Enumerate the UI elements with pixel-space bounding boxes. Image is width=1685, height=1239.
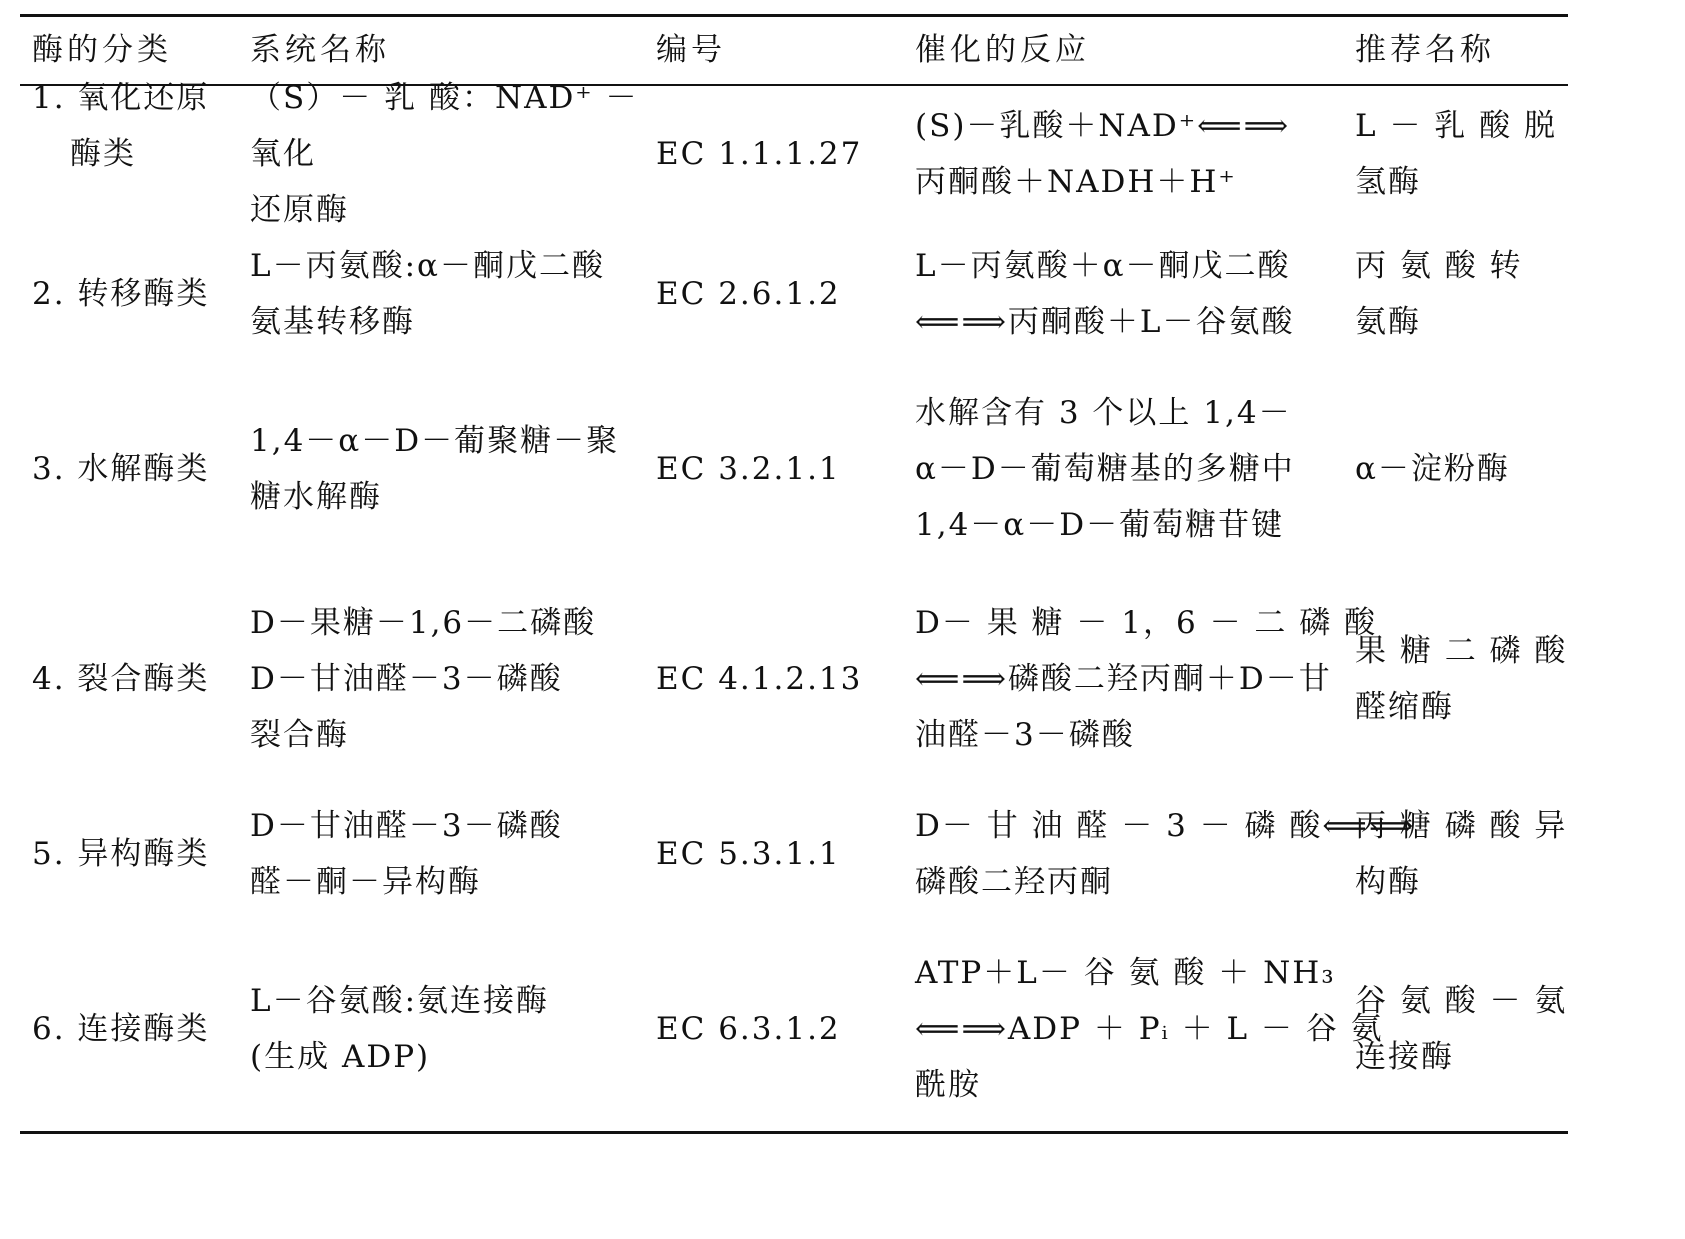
- row-2-reaction: L－丙氨酸＋α－酮戊二酸 ⟸⟹丙酮酸＋L－谷氨酸: [915, 248, 1295, 340]
- row-6-systematic-name: L－谷氨酸:氨连接酶 (生成 ADP): [250, 983, 550, 1075]
- row-4-ec-number: EC 4.1.2.13: [656, 661, 863, 697]
- header-reaction: 催化的反应: [915, 32, 1090, 68]
- row-2-category: 2. 转移酶类: [32, 276, 210, 312]
- row-5-systematic-name: D－甘油醛－3－磷酸 醛－酮－异构酶: [250, 808, 563, 900]
- header-systematic-name: 系统名称: [250, 32, 390, 68]
- header-ec-number: 编号: [656, 32, 726, 68]
- row-4-category: 4. 裂合酶类: [32, 661, 210, 697]
- row-4-recommended-name: 果 糖 二 磷 酸 醛缩酶: [1355, 633, 1568, 725]
- row-1-category: 1. 氧化还原 酶类: [32, 80, 210, 172]
- header-recommended-name: 推荐名称: [1355, 32, 1495, 68]
- row-5-ec-number: EC 5.3.1.1: [656, 836, 841, 872]
- top-rule: [20, 14, 1568, 17]
- row-4-reaction: D－ 果 糖 － 1，6 － 二 磷 酸 ⟸⟹磷酸二羟丙酮＋D－甘 油醛－3－磷酸: [915, 605, 1378, 753]
- row-1-ec-number: EC 1.1.1.27: [656, 136, 863, 172]
- row-5-recommended-name: 丙 糖 磷 酸 异 构酶: [1355, 808, 1568, 900]
- row-6-ec-number: EC 6.3.1.2: [656, 1011, 841, 1047]
- row-3-recommended-name: α－淀粉酶: [1355, 451, 1510, 487]
- row-1-reaction: (S)－乳酸＋NAD⁺⟸⟹ 丙酮酸＋NADH＋H⁺: [915, 108, 1291, 200]
- row-6-recommended-name: 谷 氨 酸 － 氨 连接酶: [1355, 983, 1568, 1075]
- row-3-reaction: 水解含有 3 个以上 1,4－ α－D－葡萄糖基的多糖中 1,4－α－D－葡萄糖苷键: [915, 395, 1295, 543]
- header-category: 酶的分类: [32, 32, 172, 68]
- row-3-ec-number: EC 3.2.1.1: [656, 451, 841, 487]
- row-2-systematic-name: L－丙氨酸:α－酮戊二酸 氨基转移酶: [250, 248, 605, 340]
- row-4-systematic-name: D－果糖－1,6－二磷酸 D－甘油醛－3－磷酸 裂合酶: [250, 605, 597, 753]
- enzyme-classification-table: [20, 0, 1665, 1239]
- row-1-recommended-name: L － 乳 酸 脱 氢酶: [1355, 108, 1558, 200]
- row-5-category: 5. 异构酶类: [32, 836, 210, 872]
- row-3-systematic-name: 1,4－α－D－葡聚糖－聚 糖水解酶: [250, 423, 620, 515]
- row-5-reaction: D－ 甘 油 醛 － 3 － 磷 酸⟸⟹ 磷酸二羟丙酮: [915, 808, 1416, 900]
- row-6-reaction: ATP＋L－ 谷 氨 酸 ＋ NH₃ ⟸⟹ADP ＋ Pᵢ ＋ L － 谷 氨 酰胺: [915, 955, 1384, 1103]
- bottom-rule: [20, 1131, 1568, 1134]
- row-6-category: 6. 连接酶类: [32, 1011, 210, 1047]
- row-3-category: 3. 水解酶类: [32, 451, 210, 487]
- row-2-ec-number: EC 2.6.1.2: [656, 276, 841, 312]
- row-2-recommended-name: 丙 氨 酸 转 氨酶: [1355, 248, 1523, 340]
- row-1-systematic-name: （S）－ 乳 酸：NAD⁺ － 氧化 还原酶: [250, 80, 639, 228]
